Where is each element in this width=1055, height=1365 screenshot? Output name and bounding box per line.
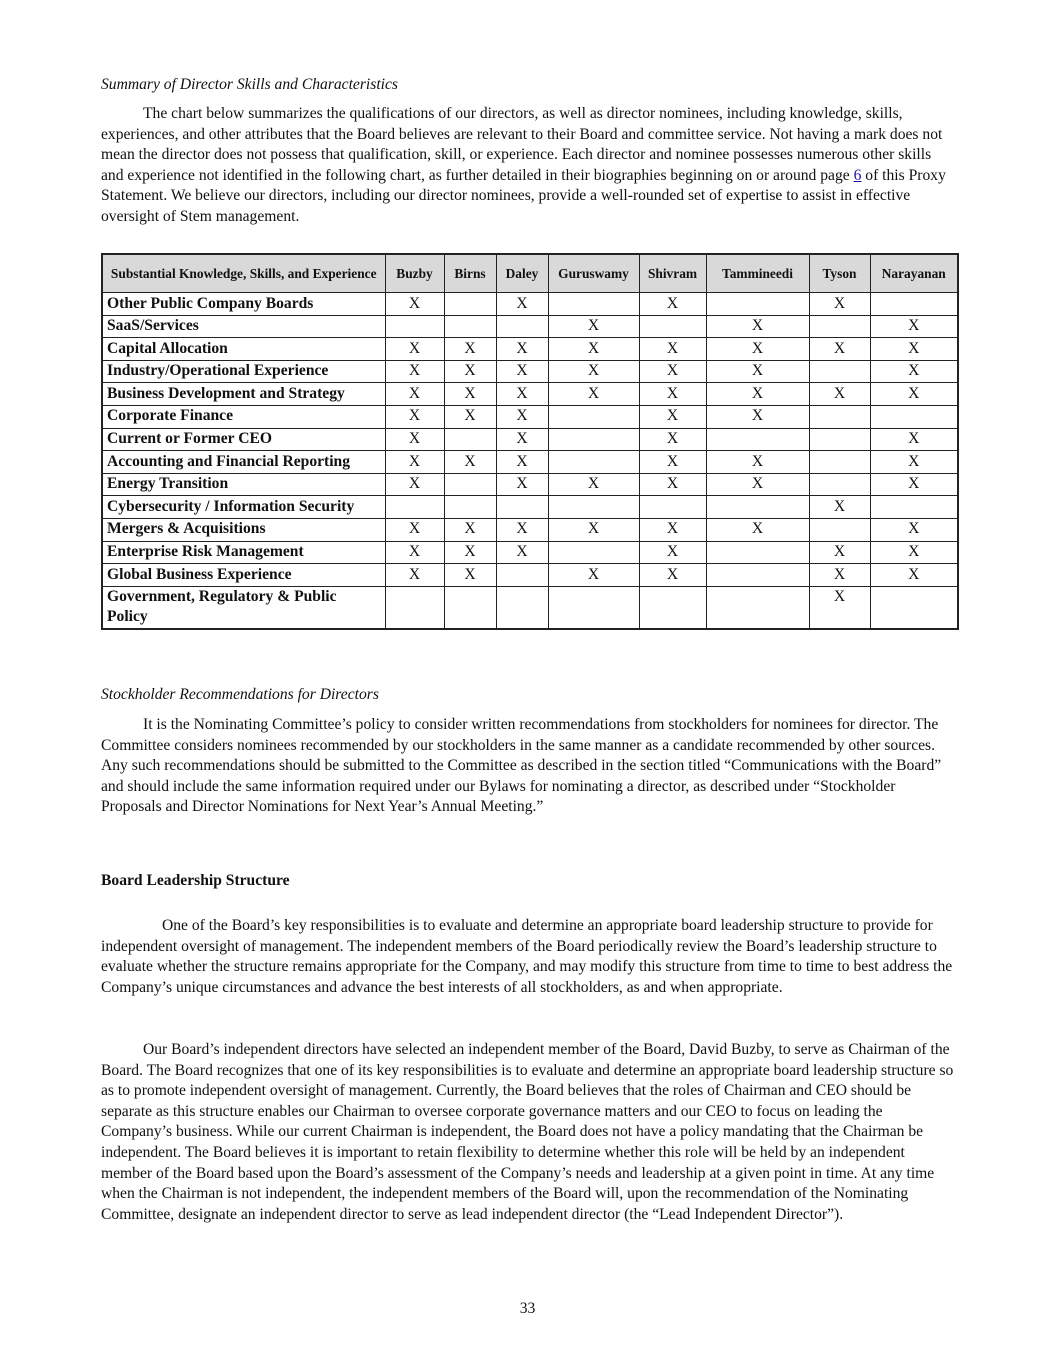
skill-mark-cell: X bbox=[548, 518, 639, 541]
skill-label: Corporate Finance bbox=[102, 405, 385, 428]
skill-mark-cell: X bbox=[548, 315, 639, 338]
skill-mark-cell bbox=[870, 496, 958, 519]
skill-mark-cell bbox=[706, 541, 809, 564]
skill-mark-cell: X bbox=[809, 586, 870, 629]
skill-mark-cell: X bbox=[706, 315, 809, 338]
section-heading-stockholder-recommendations: Stockholder Recommendations for Directors bbox=[101, 686, 379, 703]
skill-mark-cell: X bbox=[444, 451, 496, 474]
skill-mark-cell bbox=[548, 541, 639, 564]
skill-mark-cell bbox=[870, 293, 958, 316]
skill-mark-cell: X bbox=[548, 473, 639, 496]
skill-mark-cell: X bbox=[870, 564, 958, 587]
skill-mark-cell bbox=[639, 315, 706, 338]
column-header-director: Daley bbox=[496, 254, 548, 293]
skill-mark-cell: X bbox=[809, 338, 870, 361]
director-skills-paragraph bbox=[101, 104, 957, 228]
skill-mark-cell: X bbox=[706, 405, 809, 428]
skill-mark-cell: X bbox=[639, 518, 706, 541]
skill-mark-cell: X bbox=[444, 405, 496, 428]
skill-mark-cell: X bbox=[548, 564, 639, 587]
skill-mark-cell bbox=[496, 564, 548, 587]
skill-mark-cell: X bbox=[385, 473, 444, 496]
skill-label: Current or Former CEO bbox=[102, 428, 385, 451]
skill-mark-cell bbox=[548, 496, 639, 519]
skill-mark-cell bbox=[809, 428, 870, 451]
table-row bbox=[102, 518, 958, 541]
skill-mark-cell: X bbox=[870, 473, 958, 496]
skill-mark-cell: X bbox=[385, 428, 444, 451]
skill-mark-cell bbox=[706, 496, 809, 519]
skill-mark-cell bbox=[809, 360, 870, 383]
skill-label: SaaS/Services bbox=[102, 315, 385, 338]
skill-label: Energy Transition bbox=[102, 473, 385, 496]
skill-mark-cell: X bbox=[385, 360, 444, 383]
skill-mark-cell bbox=[496, 496, 548, 519]
skill-mark-cell: X bbox=[496, 338, 548, 361]
skill-mark-cell: X bbox=[548, 360, 639, 383]
skill-mark-cell bbox=[385, 315, 444, 338]
skill-mark-cell: X bbox=[706, 338, 809, 361]
column-header-director: Guruswamy bbox=[548, 254, 639, 293]
skill-mark-cell bbox=[444, 473, 496, 496]
skill-mark-cell: X bbox=[385, 451, 444, 474]
board-leadership-paragraph-1: One of the Board’s key responsibilities is to evaluate and determine an appropriate board leadership structure to provide for independent oversight of management. The independent members of the Board periodically review the Board’s leadership structure to evaluate whether the structure remains appropriate for the Company, and may modify this structure from time to time to best address the Company’s unique circumstances and advance the best interests of all stockholders, as and when appropriate. bbox=[101, 917, 953, 996]
skill-mark-cell: X bbox=[385, 338, 444, 361]
skill-mark-cell bbox=[496, 315, 548, 338]
skill-mark-cell: X bbox=[496, 360, 548, 383]
skill-label: Cybersecurity / Information Security bbox=[102, 496, 385, 519]
skill-mark-cell: X bbox=[496, 383, 548, 406]
skill-mark-cell: X bbox=[639, 338, 706, 361]
skill-mark-cell bbox=[548, 428, 639, 451]
skill-mark-cell: X bbox=[706, 383, 809, 406]
skill-mark-cell: X bbox=[385, 564, 444, 587]
skill-mark-cell: X bbox=[809, 496, 870, 519]
skill-mark-cell bbox=[444, 586, 496, 629]
skill-mark-cell bbox=[548, 293, 639, 316]
section-heading-board-leadership: Board Leadership Structure bbox=[101, 872, 290, 889]
skill-mark-cell bbox=[639, 586, 706, 629]
skill-label: Government, Regulatory & Public Policy bbox=[102, 586, 385, 629]
skill-mark-cell bbox=[548, 451, 639, 474]
column-header-director: Buzby bbox=[385, 254, 444, 293]
table-row bbox=[102, 428, 958, 451]
paragraph-text: of this Proxy Statement. We believe our directors, including our director nominees, provide a well-rounded set of expertise to assist in effective oversight of Stem management. bbox=[101, 166, 946, 225]
skill-mark-cell bbox=[496, 586, 548, 629]
skill-label: Enterprise Risk Management bbox=[102, 541, 385, 564]
table-body bbox=[102, 293, 958, 629]
skill-mark-cell: X bbox=[496, 473, 548, 496]
skill-mark-cell: X bbox=[809, 541, 870, 564]
skill-mark-cell: X bbox=[870, 383, 958, 406]
skill-label: Global Business Experience bbox=[102, 564, 385, 587]
skill-mark-cell: X bbox=[639, 293, 706, 316]
paragraph-text: The chart below summarizes the qualifications of our directors, as well as director nominees, including knowledge, skills, experiences, and other attributes that the Board believes are relevant to their Board and committee service. Not having a mark does not mean the director does not possess that qualification, skill, or experience. Each director and nominee possesses numerous other skills and experience not identified in the following chart, as further detailed in their biographies beginning on or around page bbox=[101, 105, 943, 184]
table-row bbox=[102, 360, 958, 383]
skill-mark-cell: X bbox=[496, 518, 548, 541]
skill-mark-cell: X bbox=[639, 405, 706, 428]
skill-mark-cell: X bbox=[385, 405, 444, 428]
skill-mark-cell bbox=[809, 518, 870, 541]
board-leadership-paragraph-2: Our Board’s independent directors have selected an independent member of the Board, David Buzby, to serve as Chairman of the Board. The Board recognizes that one of its key responsibilities is to evaluate and determine an appropriate board leadership structure so as to promote independent oversight of management. Currently, the Board believes that the roles of Chairman and CEO should be separate as this structure enables our Chairman to oversee corporate governance matters and our CEO to focus on leading the Company’s business. While our current Chairman is independent, the Board does not have a policy mandating that the Chairman be independent. The Board believes it is important to retain flexibility to determine whether this role will be held by an independent member of the Board based upon the Board’s assessment of the Company’s needs and leadership at a given point in time. At any time when the Chairman is not independent, the independent members of the Board will, upon the recommendation of the Nominating Committee, designate an independent director to serve as lead independent director (the “Lead Independent Director”). bbox=[101, 1041, 954, 1223]
skill-label: Mergers & Acquisitions bbox=[102, 518, 385, 541]
skill-label: Other Public Company Boards bbox=[102, 293, 385, 316]
skill-mark-cell bbox=[809, 315, 870, 338]
skill-mark-cell bbox=[809, 473, 870, 496]
column-header-director: Shivram bbox=[639, 254, 706, 293]
skill-mark-cell bbox=[706, 293, 809, 316]
skill-label: Business Development and Strategy bbox=[102, 383, 385, 406]
section-heading-director-skills: Summary of Director Skills and Characteristics bbox=[101, 76, 398, 93]
skill-mark-cell: X bbox=[496, 451, 548, 474]
skill-mark-cell: X bbox=[385, 383, 444, 406]
skill-label: Accounting and Financial Reporting bbox=[102, 451, 385, 474]
page-number: 33 bbox=[519, 1300, 536, 1317]
skill-mark-cell bbox=[706, 586, 809, 629]
skill-mark-cell: X bbox=[639, 541, 706, 564]
skill-mark-cell bbox=[548, 405, 639, 428]
page-link[interactable]: 6 bbox=[853, 166, 862, 184]
table-row bbox=[102, 293, 958, 316]
skill-mark-cell: X bbox=[548, 383, 639, 406]
skill-mark-cell bbox=[444, 428, 496, 451]
skill-mark-cell bbox=[444, 293, 496, 316]
skill-mark-cell bbox=[639, 496, 706, 519]
skill-mark-cell bbox=[444, 496, 496, 519]
skill-mark-cell bbox=[385, 496, 444, 519]
table-row bbox=[102, 315, 958, 338]
column-header-skill: Substantial Knowledge, Skills, and Experience bbox=[102, 254, 385, 293]
skill-label: Capital Allocation bbox=[102, 338, 385, 361]
skill-mark-cell bbox=[870, 586, 958, 629]
stockholder-recommendations-paragraph: It is the Nominating Committee’s policy to consider written recommendations from stockholders for nominees for director. The Committee considers nominees recommended by our stockholders in the same manner as a candidate recommended by other sources. Any such recommendations should be submitted to the Committee as described in the section titled “Communications with the Board” and should include the same information required under our Bylaws for nominating a director, as described under “Stockholder Proposals and Director Nominations for Next Year’s Annual Meeting.” bbox=[101, 716, 942, 816]
director-skills-table bbox=[101, 253, 959, 630]
table-row bbox=[102, 451, 958, 474]
skill-mark-cell: X bbox=[385, 293, 444, 316]
skill-mark-cell: X bbox=[385, 541, 444, 564]
skill-mark-cell bbox=[385, 586, 444, 629]
skill-mark-cell: X bbox=[809, 564, 870, 587]
skill-mark-cell: X bbox=[385, 518, 444, 541]
table-row bbox=[102, 405, 958, 428]
skill-mark-cell bbox=[809, 451, 870, 474]
skill-mark-cell: X bbox=[639, 451, 706, 474]
skill-mark-cell: X bbox=[444, 541, 496, 564]
skill-mark-cell: X bbox=[496, 293, 548, 316]
skill-mark-cell bbox=[706, 564, 809, 587]
table-header-row bbox=[102, 254, 958, 293]
skill-mark-cell: X bbox=[639, 383, 706, 406]
skill-mark-cell: X bbox=[870, 315, 958, 338]
table-row bbox=[102, 473, 958, 496]
skill-mark-cell: X bbox=[870, 428, 958, 451]
skill-mark-cell bbox=[706, 428, 809, 451]
skill-label: Industry/Operational Experience bbox=[102, 360, 385, 383]
table-row bbox=[102, 383, 958, 406]
skill-mark-cell: X bbox=[444, 360, 496, 383]
skill-mark-cell: X bbox=[706, 473, 809, 496]
skill-mark-cell: X bbox=[548, 338, 639, 361]
skill-mark-cell bbox=[809, 405, 870, 428]
skill-mark-cell: X bbox=[870, 518, 958, 541]
skill-mark-cell: X bbox=[706, 518, 809, 541]
skill-mark-cell: X bbox=[444, 518, 496, 541]
table-row bbox=[102, 338, 958, 361]
skill-mark-cell bbox=[870, 405, 958, 428]
skill-mark-cell: X bbox=[870, 338, 958, 361]
skill-mark-cell: X bbox=[496, 541, 548, 564]
skill-mark-cell: X bbox=[444, 564, 496, 587]
table-row bbox=[102, 586, 958, 629]
skill-mark-cell bbox=[444, 315, 496, 338]
skill-mark-cell: X bbox=[706, 451, 809, 474]
column-header-director: Tammineedi bbox=[706, 254, 809, 293]
skill-mark-cell: X bbox=[870, 541, 958, 564]
skill-mark-cell: X bbox=[809, 383, 870, 406]
table-row bbox=[102, 541, 958, 564]
skill-mark-cell: X bbox=[496, 405, 548, 428]
skill-mark-cell: X bbox=[639, 428, 706, 451]
skill-mark-cell: X bbox=[639, 360, 706, 383]
column-header-director: Tyson bbox=[809, 254, 870, 293]
skill-mark-cell: X bbox=[496, 428, 548, 451]
skill-mark-cell: X bbox=[706, 360, 809, 383]
skill-mark-cell: X bbox=[809, 293, 870, 316]
column-header-director: Narayanan bbox=[870, 254, 958, 293]
skill-mark-cell: X bbox=[444, 338, 496, 361]
column-header-director: Birns bbox=[444, 254, 496, 293]
skill-mark-cell: X bbox=[639, 473, 706, 496]
table-row bbox=[102, 496, 958, 519]
skill-mark-cell bbox=[548, 586, 639, 629]
skill-mark-cell: X bbox=[870, 451, 958, 474]
table-row bbox=[102, 564, 958, 587]
skill-mark-cell: X bbox=[444, 383, 496, 406]
skill-mark-cell: X bbox=[870, 360, 958, 383]
skill-mark-cell: X bbox=[639, 564, 706, 587]
